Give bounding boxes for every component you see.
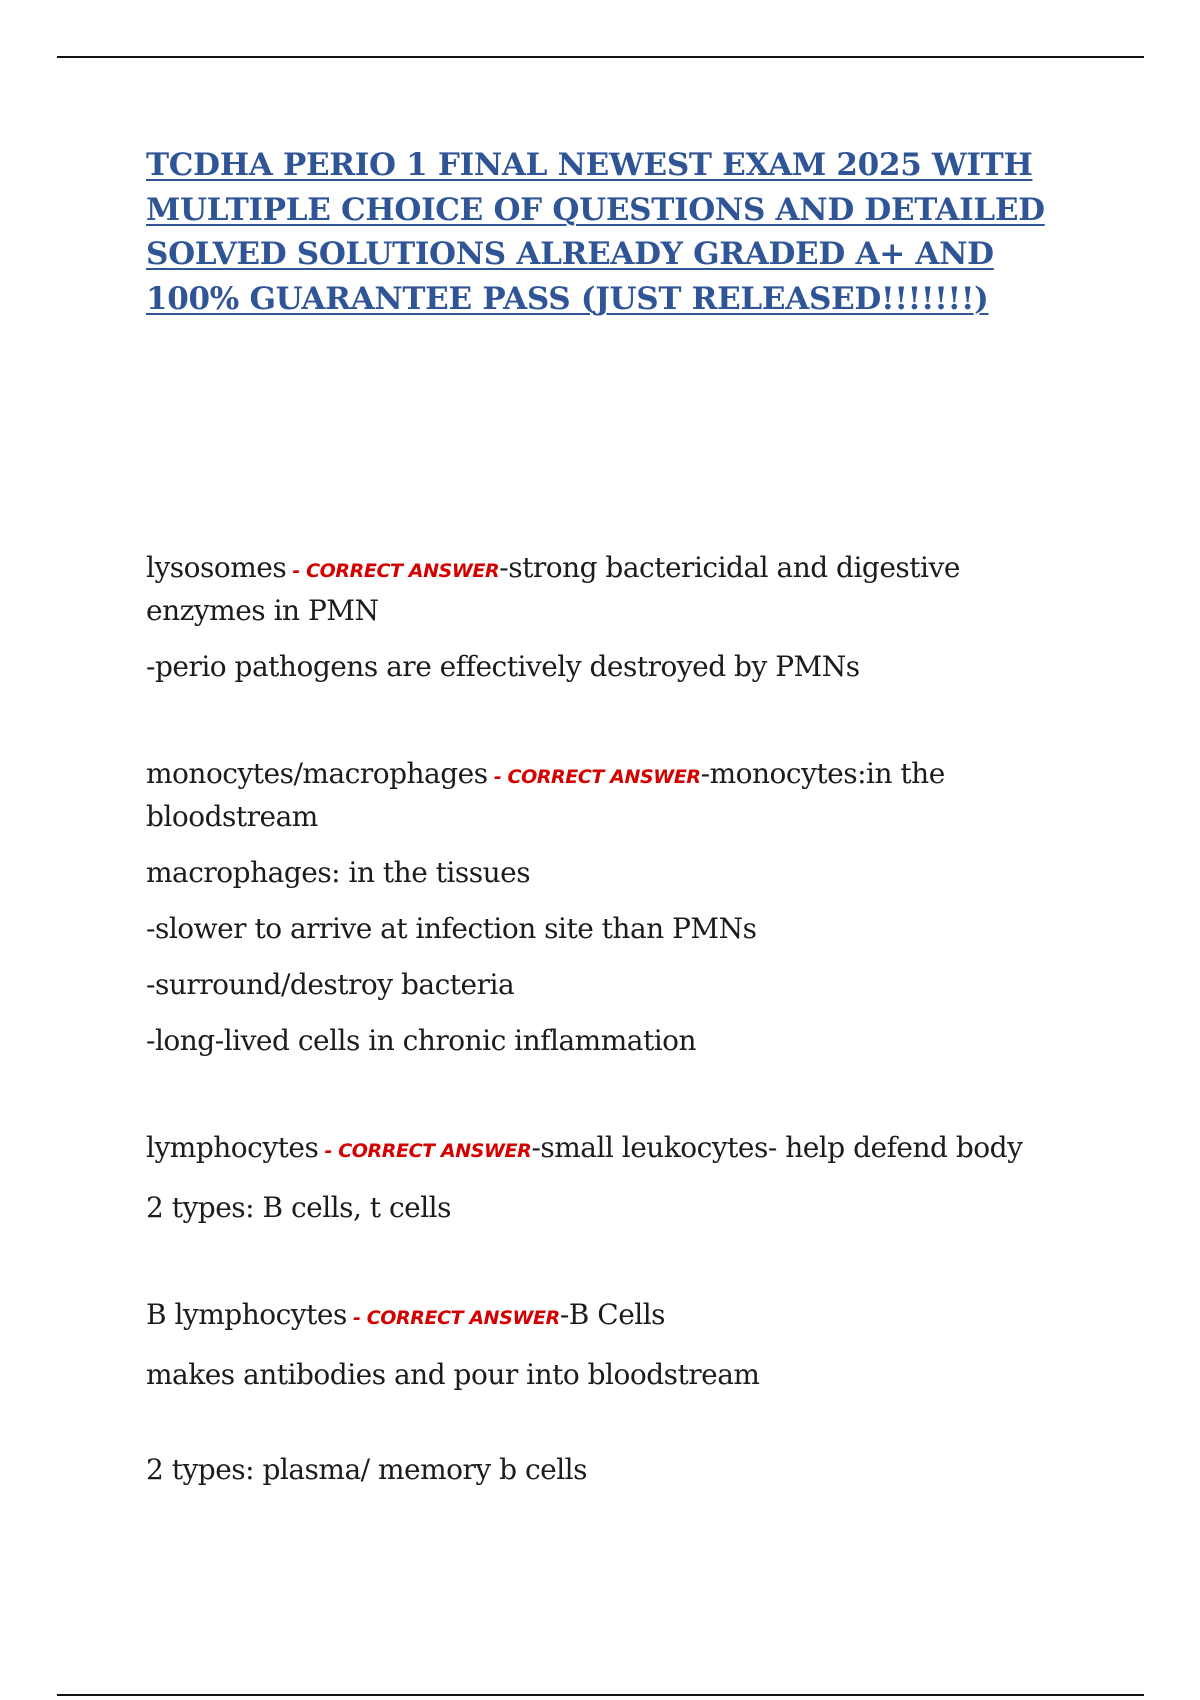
question-term: monocytes/macrophages xyxy=(146,757,488,790)
qa-entry-b-lymphocytes xyxy=(146,1295,1046,1489)
question-term: lysosomes xyxy=(146,551,287,584)
answer-text: -small leukocytes- help defend body xyxy=(531,1131,1023,1164)
qa-entry-lymphocytes xyxy=(146,1128,1046,1227)
answer-detail: -slower to arrive at infection site than PMNs xyxy=(146,912,757,945)
answer-detail: -surround/destroy bacteria xyxy=(146,968,515,1001)
answer-text: -monocytes:in the bloodstream xyxy=(146,757,945,833)
answer-detail: 2 types: plasma/ memory b cells xyxy=(146,1453,587,1486)
correct-answer-marker: - CORRECT ANSWER xyxy=(318,1140,532,1162)
question-term: lymphocytes xyxy=(146,1131,319,1164)
question-line xyxy=(146,548,1046,630)
correct-answer-marker: - CORRECT ANSWER xyxy=(286,560,500,582)
qa-entry-monocytes xyxy=(146,754,1046,1060)
correct-answer-marker: - CORRECT ANSWER xyxy=(487,766,701,788)
answer-detail: makes antibodies and pour into bloodstream xyxy=(146,1358,760,1391)
question-line xyxy=(146,1295,1046,1338)
answer-detail: 2 types: B cells, t cells xyxy=(146,1191,451,1224)
question-line xyxy=(146,1128,1046,1171)
answer-detail: -long-lived cells in chronic inflammation xyxy=(146,1024,697,1057)
document-title: TCDHA PERIO 1 FINAL NEWEST EXAM 2025 WITH MULTIPLE CHOICE OF QUESTIONS AND DETAILED SOLVED SOLUTIONS ALREADY GRADED A+ AND 100% GUARANTEE PASS (JUST RELEASED!!!!!!!) xyxy=(146,147,1045,317)
question-term: B lymphocytes xyxy=(146,1298,347,1331)
answer-detail: macrophages: in the tissues xyxy=(146,856,531,889)
answer-text: -B Cells xyxy=(559,1298,666,1331)
header-rule xyxy=(57,56,1144,58)
question-line xyxy=(146,754,1046,836)
qa-entry-lysosomes xyxy=(146,548,1046,686)
answer-detail: -perio pathogens are effectively destroyed by PMNs xyxy=(146,650,860,683)
correct-answer-marker: - CORRECT ANSWER xyxy=(346,1307,560,1329)
qa-content xyxy=(146,548,1046,1557)
footer-rule xyxy=(57,1694,1144,1696)
answer-text: -strong bactericidal and digestive enzymes in PMN xyxy=(146,551,960,627)
